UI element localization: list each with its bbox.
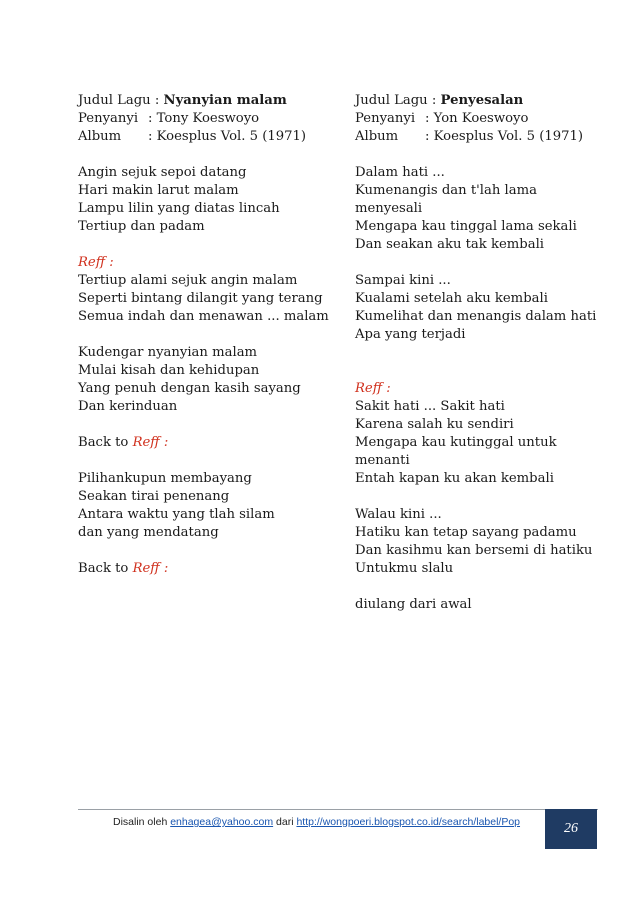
lyric-line: Dalam hati ... [355, 165, 445, 180]
lyric-line: Seperti bintang dilangit yang terang [78, 291, 323, 306]
lyric-line: Yang penuh dengan kasih sayang [78, 381, 301, 396]
lyric-line: Dan seakan aku tak kembali [355, 237, 545, 252]
page-number: 26 [564, 821, 578, 836]
lyric-line: Mengapa kau tinggal lama sekali [355, 219, 577, 234]
lyric-line: Hari makin larut malam [78, 183, 239, 198]
lyric-line: Mengapa kau kutinggal untuk [355, 435, 557, 450]
lyric-line: dan yang mendatang [78, 525, 219, 540]
lyric-line: Sampai kini ... [355, 273, 451, 288]
left-singer-row [78, 110, 338, 128]
lyric-line: Kumelihat dan menangis dalam hati [355, 309, 597, 324]
title-label: Judul Lagu : [78, 93, 164, 108]
singer-value: : Tony Koeswoyo [148, 111, 260, 126]
song-title: Nyanyian malam [163, 93, 287, 108]
lyric-line: Karena salah ku sendiri [355, 417, 514, 432]
back-to-reff [78, 434, 338, 452]
lyric-line: Semua indah dan menawan ... malam [78, 309, 329, 324]
footer-middle: dari [273, 816, 297, 828]
album-label: Album [355, 129, 399, 144]
lyric-line: Kualami setelah aku kembali [355, 291, 548, 306]
lyric-line: Tertiup dan padam [78, 219, 205, 234]
back-to-text: Back to [78, 561, 133, 576]
song-title: Penyesalan [440, 93, 524, 108]
lyric-line: Dan kasihmu kan bersemi di hatiku [355, 543, 593, 558]
lyric-line: menanti [355, 453, 410, 468]
footer-prefix: Disalin oleh [113, 816, 171, 828]
lyric-line: Entah kapan ku akan kembali [355, 471, 554, 486]
reff-label: Reff : [78, 255, 114, 270]
lyric-line: Apa yang terjadi [355, 327, 466, 342]
lyric-line: Tertiup alami sejuk angin malam [78, 273, 298, 288]
right-song-column [355, 92, 600, 614]
singer-label: Penyanyi [78, 111, 139, 126]
title-label: Judul Lagu : [355, 93, 441, 108]
right-album-row [355, 128, 600, 146]
lyric-line: Sakit hati ... Sakit hati [355, 399, 505, 414]
album-value: : Koesplus Vol. 5 (1971) [148, 129, 307, 144]
album-label: Album [78, 129, 122, 144]
source-url-link[interactable]: http://wongpoeri.blogspot.co.id/search/label/Pop [296, 816, 521, 828]
left-title-row [78, 92, 338, 110]
right-singer-row [355, 110, 600, 128]
page-number-box [545, 809, 597, 849]
back-to-text: Back to [78, 435, 133, 450]
album-value: : Koesplus Vol. 5 (1971) [425, 129, 584, 144]
lyric-line: Kudengar nyanyian malam [78, 345, 258, 360]
lyric-line: Untukmu slalu [355, 561, 454, 576]
reff-label: Reff : [132, 435, 169, 450]
right-title-row [355, 92, 600, 110]
email-link[interactable]: enhagea@yahoo.com [170, 816, 274, 828]
outro-note: diulang dari awal [355, 597, 472, 612]
lyric-line: Walau kini ... [355, 507, 442, 522]
lyric-line: Mulai kisah dan kehidupan [78, 363, 260, 378]
lyric-line: menyesali [355, 201, 423, 216]
reff-label: Reff : [355, 381, 391, 396]
reff-label: Reff : [132, 561, 169, 576]
lyric-line: Antara waktu yang tlah silam [78, 507, 275, 522]
singer-value: : Yon Koeswoyo [425, 111, 529, 126]
lyric-line: Seakan tirai penenang [78, 489, 230, 504]
back-to-reff [78, 560, 338, 578]
lyric-line: Kumenangis dan t'lah lama [355, 183, 537, 198]
lyric-line: Dan kerinduan [78, 399, 178, 414]
lyric-line: Pilihankupun membayang [78, 471, 252, 486]
lyric-line: Angin sejuk sepoi datang [78, 165, 247, 180]
left-song-column [78, 92, 338, 578]
singer-label: Penyanyi [355, 111, 416, 126]
lyric-line: Lampu lilin yang diatas lincah [78, 201, 280, 216]
lyric-line: Hatiku kan tetap sayang padamu [355, 525, 577, 540]
footer-credit [113, 816, 520, 828]
footer-divider [78, 809, 598, 810]
left-album-row [78, 128, 338, 146]
